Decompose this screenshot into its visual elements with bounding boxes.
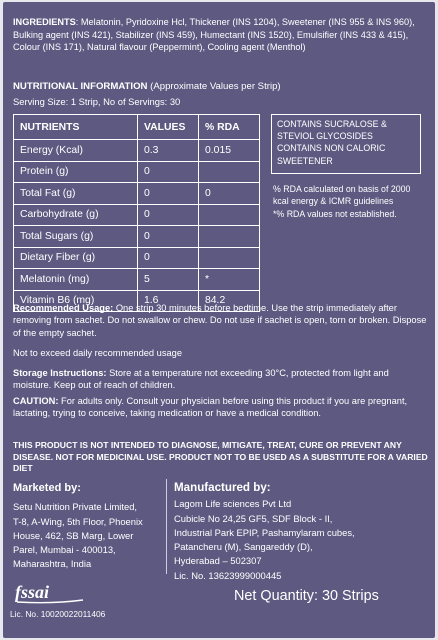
- product-label-panel: [3, 2, 435, 638]
- address-line: Cubicle No 24,25 GF5, SDF Block - II,: [174, 512, 333, 524]
- address-line: Maharashtra, India: [13, 558, 92, 570]
- nutrient-rda: *: [199, 269, 260, 291]
- rda-note-basis: % RDA calculated on basis of 2000 kcal energy & ICMR guidelines: [273, 184, 411, 207]
- address-line: Hyderabad – 502307: [174, 555, 262, 567]
- caution-section: [13, 395, 429, 420]
- marketed-by-title: Marketed by:: [13, 482, 81, 494]
- manufactured-by-title: Manufactured by:: [174, 481, 271, 494]
- nutrient-value: 0: [138, 226, 199, 248]
- table-row: [14, 247, 260, 269]
- table-row: [14, 161, 260, 183]
- address-line: Lagom Life sciences Pvt Ltd: [174, 498, 292, 510]
- usage-label: Recommended Usage:: [13, 303, 114, 313]
- divider: [166, 479, 167, 574]
- nutrient-value: 0: [138, 247, 199, 269]
- nutrient-name: Carbohydrate (g): [14, 204, 138, 226]
- disclaimer: THIS PRODUCT IS NOT INTENDED TO DIAGNOSE, MITIGATE, TREAT, CURE OR PREVENT ANY DISEASE. NOT FOR MEDICINAL USE. PRODUCT NOT TO BE USED AS A SUBSTITUTE FOR A VARIED DIET: [13, 440, 428, 474]
- sweetener-line-2: CONTAINS NON CALORIC SWEETENER: [277, 143, 386, 166]
- address-line: Parel, Mumbai - 400013,: [13, 544, 116, 556]
- storage-label: Storage Instructions:: [13, 368, 107, 378]
- manufactured-by: [174, 481, 424, 583]
- nutrient-name: Melatonin (mg): [14, 269, 138, 291]
- nutrient-name: Vitamin B6 (mg): [14, 290, 138, 312]
- storage-instructions: [13, 367, 429, 392]
- ingredients-text: : Melatonin, Pyridoxine Hcl, Thickener (INS 1204), Sweetener (INS 955 & INS 960), Bulking agent (INS 421), Stabilizer (INS 459), Humectant (INS 1520), Emulsifier (INS 433 & 415), Colour (INS 171), Natural flavour (Peppermint), Cooling agent (Menthol): [13, 17, 415, 53]
- caution-text: For adults only. Consult your physician before using this product if you are pregnant, lactating, trying to conceive, taking medication or have a medical condition.: [13, 396, 408, 419]
- fssai-license-number: Lic. No. 10020022011406: [10, 609, 106, 619]
- serving-size: Serving Size: 1 Strip, No of Servings: 30: [13, 96, 181, 107]
- net-quantity: Net Quantity: 30 Strips: [234, 588, 379, 604]
- fssai-logo-text: fssai: [15, 582, 50, 602]
- manufacturer-license: Lic. No. 13623999000445: [174, 569, 282, 581]
- rda-notes: [273, 183, 428, 220]
- table-row: [14, 204, 260, 226]
- recommended-usage: [13, 302, 429, 339]
- header-nutrients: NUTRIENTS: [14, 115, 138, 140]
- nutrient-rda: [199, 226, 260, 248]
- address-line: T-8, A-Wing, 5th Floor, Phoenix: [13, 515, 143, 527]
- header-rda: % RDA: [199, 115, 260, 140]
- nutrient-name: Energy (Kcal): [14, 140, 138, 162]
- table-row: [14, 269, 260, 291]
- nutrient-rda: 84.2: [199, 290, 260, 312]
- nutrient-value: 0.3: [138, 140, 199, 162]
- header-values: VALUES: [138, 115, 199, 140]
- table-header-row: [14, 115, 260, 140]
- table-row: [14, 226, 260, 248]
- nutrition-table: [13, 114, 260, 312]
- caution-label: CAUTION:: [13, 396, 59, 406]
- nutrient-rda: 0.015: [199, 140, 260, 162]
- usage-text: One strip 30 minutes before bedtime. Use the strip immediately after removing from sachet. Do not swallow or chew. Do not use if sachet is open, torn or broken. Dispose of the empty sachet.: [13, 303, 427, 338]
- nutrition-heading-note: (Approximate Values per Strip): [147, 81, 281, 92]
- nutrient-rda: [199, 247, 260, 269]
- marketed-by: [13, 481, 163, 572]
- nutrient-value: 0: [138, 204, 199, 226]
- nutrient-value: 0: [138, 183, 199, 205]
- nutrient-name: Protein (g): [14, 161, 138, 183]
- table-row: [14, 140, 260, 162]
- nutrient-value: 5: [138, 269, 199, 291]
- table-row: [14, 183, 260, 205]
- address-line: House, 462, SB Marg, Lower: [13, 529, 134, 541]
- rda-note-not-established: *% RDA values not established.: [273, 208, 397, 219]
- nutrient-rda: [199, 204, 260, 226]
- nutrient-value: 0: [138, 161, 199, 183]
- sweetener-line-1: CONTAINS SUCRALOSE & STEVIOL GLYCOSIDES: [277, 119, 387, 142]
- address-line: Industrial Park EPIP, Pashamylaram cubes,: [174, 526, 355, 538]
- nutrient-rda: [199, 161, 260, 183]
- ingredients-label: INGREDIENTS: [13, 17, 76, 27]
- fssai-logo: [13, 580, 123, 608]
- address-line: Patancheru (M), Sangareddy (D),: [174, 541, 313, 553]
- nutrient-name: Total Fat (g): [14, 183, 138, 205]
- nutrient-name: Total Sugars (g): [14, 226, 138, 248]
- nutrition-title: NUTRITIONAL INFORMATION: [13, 81, 148, 92]
- address-line: Setu Nutrition Private Limited,: [13, 501, 138, 513]
- ingredients-section: [13, 16, 429, 54]
- nutrient-name: Dietary Fiber (g): [14, 247, 138, 269]
- storage-text: Store at a temperature not exceeding 30°C, protected from light and moisture. Keep out of reach of children.: [13, 368, 389, 391]
- sweetener-box: [271, 114, 421, 174]
- nutrient-rda: 0: [199, 183, 260, 205]
- nutrient-value: 1.6: [138, 290, 199, 312]
- not-exceed-note: Not to exceed daily recommended usage: [13, 348, 182, 358]
- nutrition-heading: [13, 81, 429, 93]
